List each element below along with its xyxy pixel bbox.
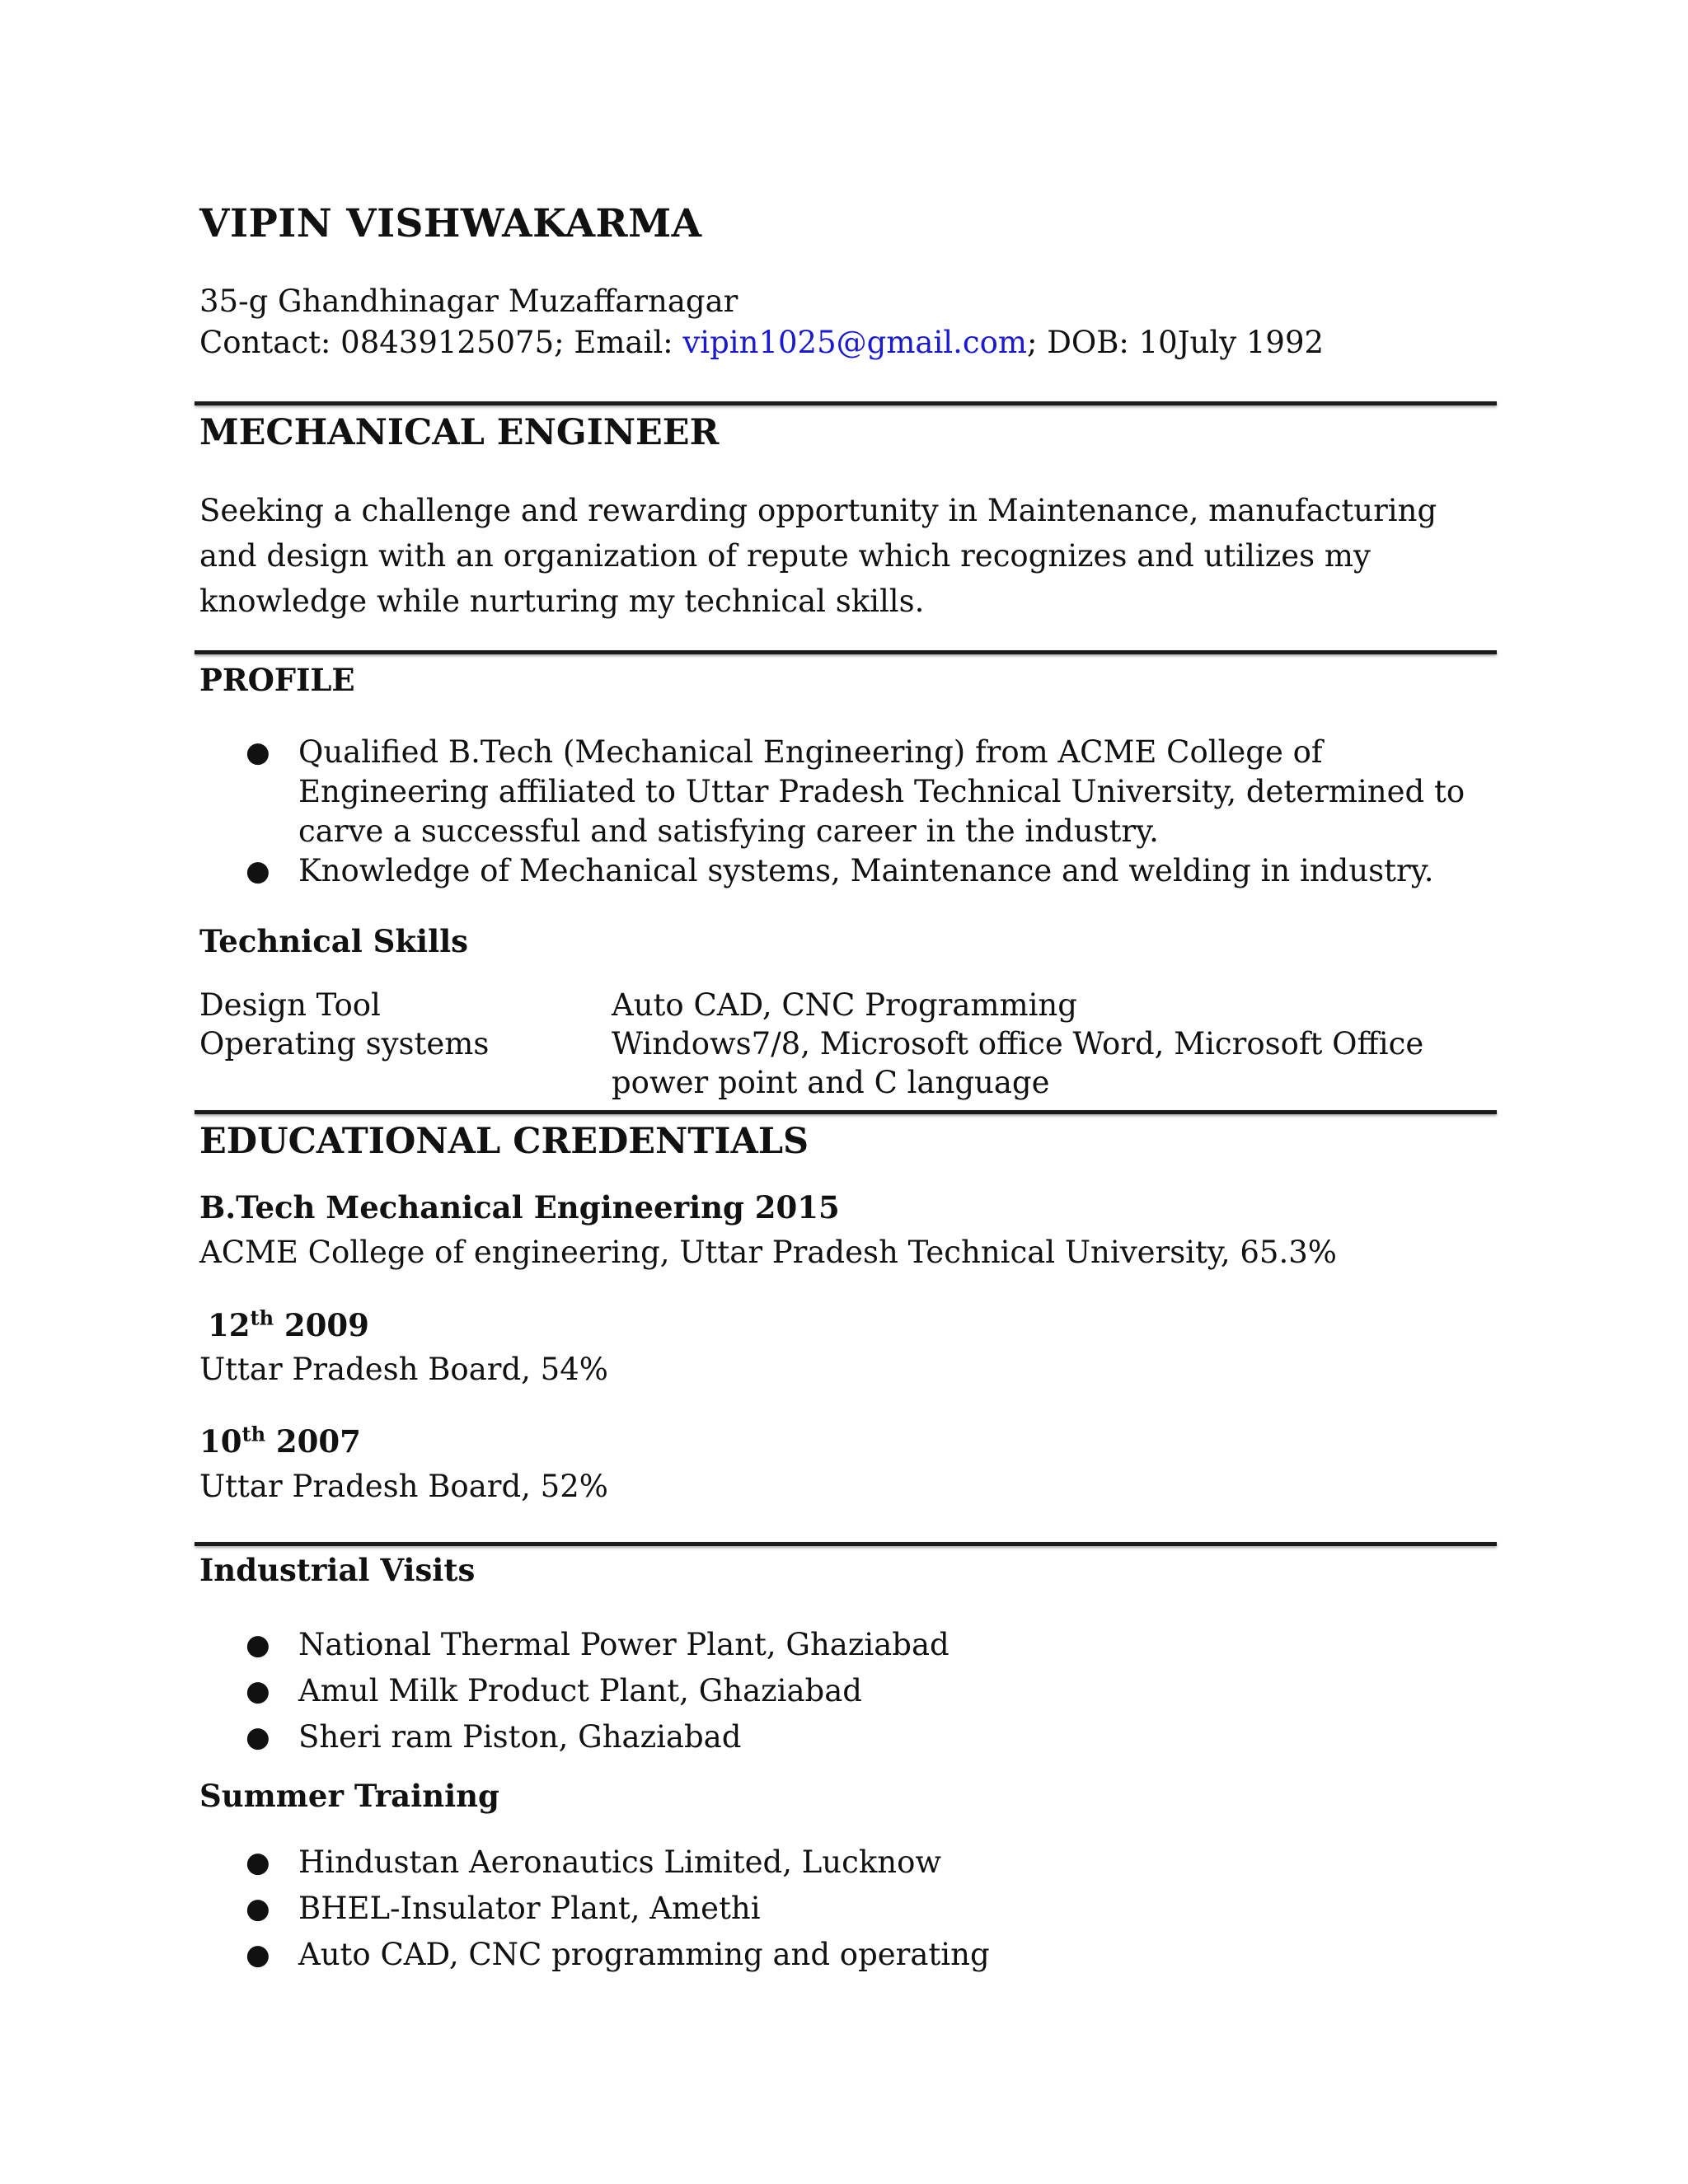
bullet-icon: ● <box>246 1629 270 1661</box>
profile-item-text: Qualified B.Tech (Mechanical Engineering) from ACME College of Engineering affiliated to Uttar Pradesh Technical University, determined to carve a successful and satisfying career in the industry. <box>298 734 1465 849</box>
skill-value: Windows7/8, Microsoft office Word, Microsoft Office power point and C language <box>612 1026 1424 1100</box>
list-item <box>199 1714 1485 1760</box>
visit-item-text: Sheri ram Piston, Ghaziabad <box>298 1719 742 1755</box>
edu-degree-sup: th <box>241 1422 266 1446</box>
edu-detail: Uttar Pradesh Board, 54% <box>199 1352 608 1387</box>
objective-text: Seeking a challenge and rewarding opportunity in Maintenance, manufacturing and design with an organization of repute which recognizes and utilizes my knowledge while nurturing my technical skills. <box>199 493 1437 619</box>
section-divider <box>195 401 1497 405</box>
edu-degree: B.Tech Mechanical Engineering 2015 <box>199 1189 840 1226</box>
skill-value: Auto CAD, CNC Programming <box>612 987 1077 1023</box>
skill-row <box>199 986 1485 1024</box>
contact-line <box>199 325 1324 360</box>
edu-degree-num: 12 <box>208 1307 251 1343</box>
training-item-text: Auto CAD, CNC programming and operating <box>298 1937 990 1972</box>
email-link[interactable]: vipin1025@gmail.com <box>682 325 1027 360</box>
bullet-icon: ● <box>246 1938 270 1971</box>
skill-label: Operating systems <box>199 1026 490 1062</box>
profile-list <box>199 733 1485 891</box>
bullet-icon: ● <box>246 1892 270 1925</box>
bullet-icon: ● <box>246 1846 270 1879</box>
contact-prefix: Contact: 08439125075; Email: <box>199 325 683 360</box>
edu-detail: Uttar Pradesh Board, 52% <box>199 1469 608 1504</box>
skill-label: Design Tool <box>199 987 381 1023</box>
skills-title: Technical Skills <box>199 923 469 959</box>
bullet-icon: ● <box>246 736 270 769</box>
list-item <box>199 851 1485 891</box>
list-item <box>199 1840 1485 1886</box>
list-item <box>199 1886 1485 1932</box>
section-divider <box>195 1542 1497 1546</box>
edu-degree-sup: th <box>250 1305 274 1330</box>
contact-suffix: ; DOB: 10July 1992 <box>1026 325 1325 360</box>
skills-table <box>199 986 1485 1102</box>
edu-degree-num: 10 <box>199 1423 242 1460</box>
bullet-icon: ● <box>246 855 270 888</box>
training-list <box>199 1840 1485 1978</box>
list-item <box>199 1668 1485 1714</box>
section-divider <box>195 1110 1497 1114</box>
list-item <box>199 1622 1485 1668</box>
training-title: Summer Training <box>199 1778 499 1814</box>
profile-title: PROFILE <box>199 662 355 698</box>
candidate-name: VIPIN VISHWAKARMA <box>199 201 702 246</box>
bullet-icon: ● <box>246 1675 270 1708</box>
objective-title: MECHANICAL ENGINEER <box>199 412 720 453</box>
visits-list <box>199 1622 1485 1760</box>
visits-title: Industrial Visits <box>199 1552 476 1588</box>
edu-detail: ACME College of engineering, Uttar Pradesh Technical University, 65.3% <box>199 1235 1337 1270</box>
edu-degree-year: 2007 <box>265 1423 361 1460</box>
training-item-text: BHEL-Insulator Plant, Amethi <box>298 1891 761 1926</box>
visit-item-text: Amul Milk Product Plant, Ghaziabad <box>298 1673 862 1708</box>
address: 35-g Ghandhinagar Muzaffarnagar <box>199 284 738 319</box>
education-title: EDUCATIONAL CREDENTIALS <box>199 1121 809 1162</box>
edu-degree-year: 2009 <box>274 1307 369 1343</box>
list-item <box>199 733 1485 851</box>
skill-row <box>199 1024 1485 1102</box>
visit-item-text: National Thermal Power Plant, Ghaziabad <box>298 1627 950 1662</box>
edu-degree <box>199 1423 361 1460</box>
bullet-icon: ● <box>246 1721 270 1754</box>
training-item-text: Hindustan Aeronautics Limited, Lucknow <box>298 1844 942 1880</box>
edu-degree <box>208 1307 369 1343</box>
section-divider <box>195 650 1497 654</box>
profile-item-text: Knowledge of Mechanical systems, Maintenance and welding in industry. <box>298 853 1434 888</box>
list-item <box>199 1932 1485 1978</box>
